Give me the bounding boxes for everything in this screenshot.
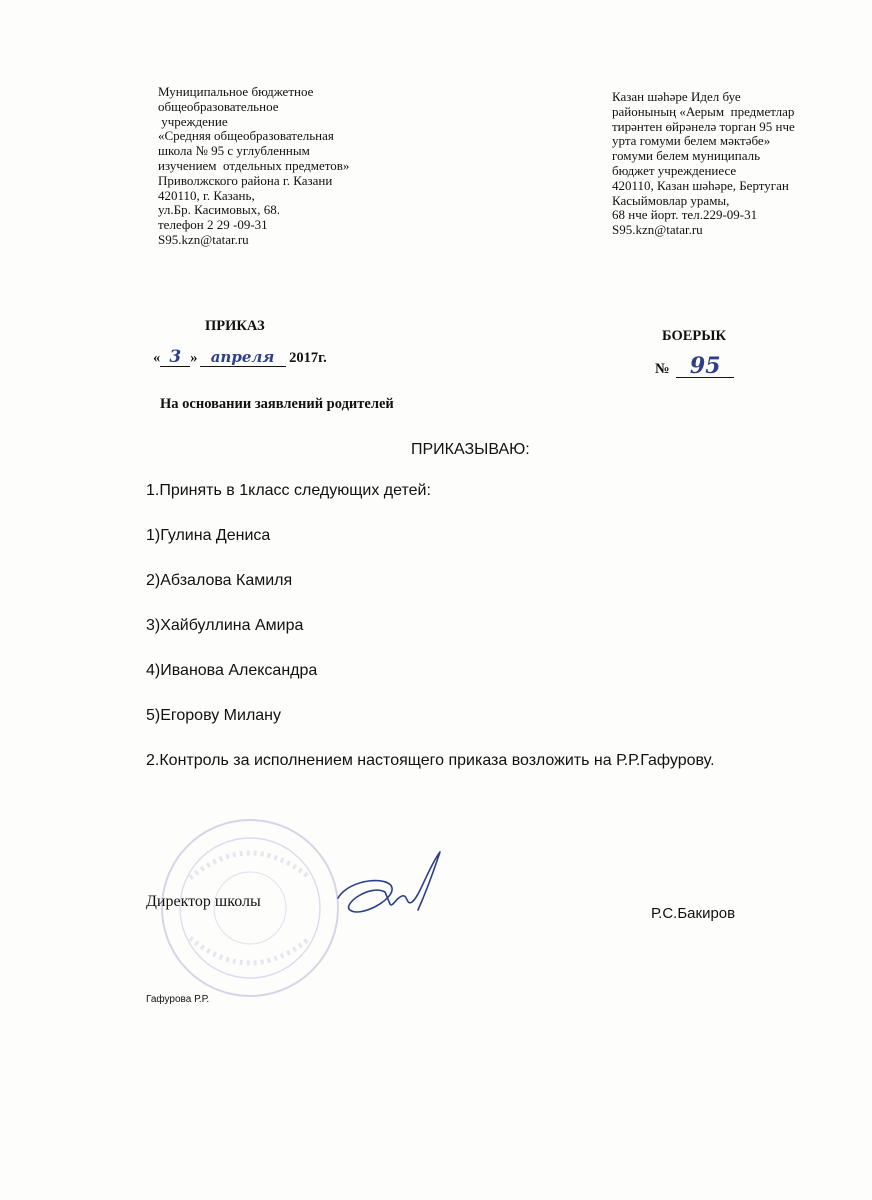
header-right-line: гомуми белем муниципаль bbox=[612, 148, 761, 164]
order-item-1: 1.Принять в 1класс следующих детей: bbox=[146, 482, 431, 499]
child-list-item: 1)Гулина Дениса bbox=[146, 527, 271, 544]
header-right-line: районының «Аерым предметлар bbox=[612, 103, 795, 119]
header-left-line: 420110, г. Казань, bbox=[158, 187, 255, 203]
header-right-line: бюджет учреждениесе bbox=[612, 162, 737, 178]
child-list-item: 4)Иванова Александра bbox=[146, 662, 318, 679]
signature-position: Директор школы bbox=[146, 893, 261, 910]
number-value: 95 bbox=[689, 353, 721, 379]
child-list-item: 3)Хайбуллина Амира bbox=[146, 617, 304, 634]
order-command: ПРИКАЗЫВАЮ: bbox=[411, 441, 530, 458]
date-close-quote: » bbox=[190, 350, 198, 366]
header-left-line: телефон 2 29 -09-31 bbox=[158, 217, 268, 233]
header-right-line: тирәнтен өйрәнелә торган 95 нче bbox=[612, 118, 795, 134]
order-item-2: 2.Контроль за исполнением настоящего приказа возложить на Р.Р.Гафурову. bbox=[146, 752, 715, 769]
order-title-ru: ПРИКАЗ bbox=[205, 318, 265, 334]
date-open-quote: « bbox=[153, 350, 161, 366]
header-left bbox=[158, 85, 349, 248]
header-left-line: S95.kzn@tatar.ru bbox=[158, 231, 249, 247]
header-left-line: Приволжского района г. Казани bbox=[158, 172, 333, 188]
order-basis: На основании заявлений родителей bbox=[160, 396, 394, 412]
header-right bbox=[612, 90, 795, 238]
order-number bbox=[655, 353, 734, 379]
header-left-line: учреждение bbox=[158, 113, 228, 129]
order-date bbox=[153, 349, 327, 367]
header-right-line: 68 нче йорт. тел.229-09-31 bbox=[612, 207, 758, 223]
signature-name: Р.С.Бакиров bbox=[651, 905, 736, 922]
child-list-item: 5)Егорову Милану bbox=[146, 707, 282, 724]
order-title-tt: БОЕРЫК bbox=[662, 328, 727, 344]
header-left-line: общеобразовательное bbox=[158, 98, 279, 114]
header-right-line: S95.kzn@tatar.ru bbox=[612, 222, 703, 238]
handwritten-signature bbox=[330, 848, 460, 928]
date-month: апреля bbox=[210, 348, 275, 366]
number-sign: № bbox=[655, 361, 670, 377]
date-year: 2017г. bbox=[289, 350, 327, 366]
date-day-field bbox=[160, 349, 190, 367]
child-list-item: 2)Абзалова Камиля bbox=[146, 572, 293, 589]
executor-name: Гафурова Р.Р. bbox=[146, 994, 210, 1005]
date-day: 3 bbox=[169, 347, 182, 367]
header-right-line: урта гомуми белем мәктәбе» bbox=[612, 133, 771, 149]
header-right-line: Касыймовлар урамы, bbox=[612, 192, 730, 208]
header-left-line: ул.Бр. Касимовых, 68. bbox=[158, 202, 280, 218]
date-month-field bbox=[200, 349, 286, 367]
header-left-line: школа № 95 с углубленным bbox=[158, 143, 310, 159]
header-left-line: «Средняя общеобразовательная bbox=[158, 128, 334, 144]
number-field bbox=[676, 353, 734, 379]
header-left-line: изучением отдельных предметов» bbox=[158, 157, 350, 173]
header-right-line: Казан шәһәре Идел буе bbox=[612, 89, 741, 104]
header-left-line: Муниципальное бюджетное bbox=[158, 84, 314, 99]
header-right-line: 420110, Казан шәһәре, Бертуган bbox=[612, 177, 789, 193]
